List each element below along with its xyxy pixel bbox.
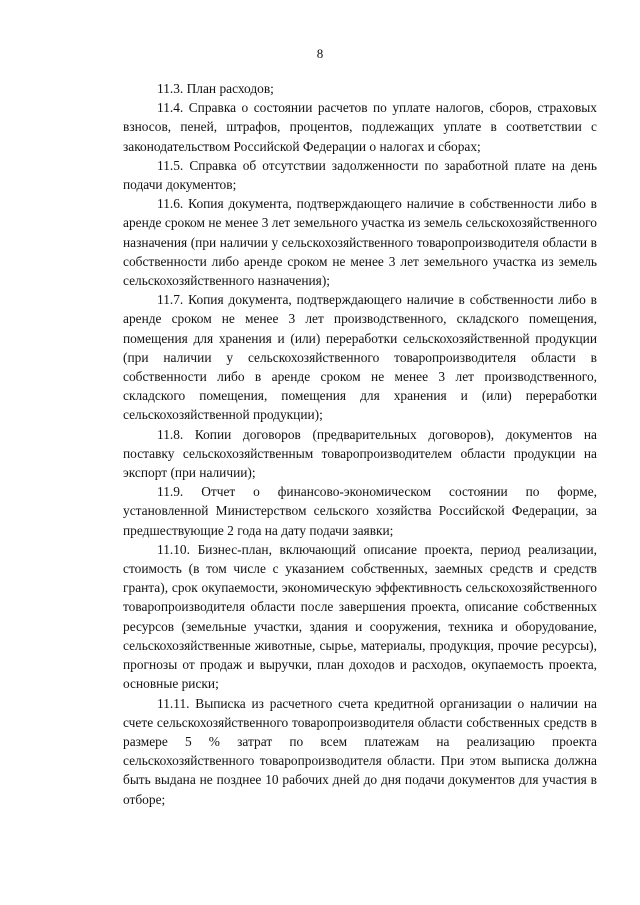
paragraph-11-10: 11.10. Бизнес-план, включающий описание проекта, период реализации, стоимость (в том числе с указанием собственных, заемных средств и средств гранта), срок окупаемости, экономическую эффективность сельскохозяйственного товаропроизводителя области после завершения проекта, описание собственных ресурсов (земельные участки, здания и сооружения, техника и оборудование, сельскохозяйственные животные, сырье, материалы, продукция, прочие ресурсы), прогнозы от продаж и выручки, план доходов и расходов, окупаемость проекта, основные риски; [123,541,597,692]
paragraph-11-11: 11.11. Выписка из расчетного счета кредитной организации о наличии на счете сельскохозяйственного товаропроизводителя области собственных средств в размере 5 % затрат по всем платежам на реализацию проекта сельскохозяйственного товаропроизводителя области. При этом выписка должна быть выдана не позднее 10 рабочих дней до дня подачи документов для участия в отборе; [123,695,597,807]
document-body [123,79,597,809]
page-number: 8 [316,46,324,61]
paragraph-11-8: 11.8. Копии договоров (предварительных договоров), документов на поставку сельскохозяйственным товаропроизводителем области продукции на экспорт (при наличии); [123,426,597,481]
paragraph-11-9: 11.9. Отчет о финансово-экономическом состоянии по форме, установленной Министерством сельского хозяйства Российской Федерации, за предшествующие 2 года на дату подачи заявки; [123,484,597,538]
paragraph-11-3: 11.3. План расходов; [157,81,274,96]
paragraph-11-6: 11.6. Копия документа, подтверждающего наличие в собственности либо в аренде сроком не менее 3 лет земельного участка из земель сельскохозяйственного назначения (при наличии у сельскохозяйственного товаропроизводителя области в собственности либо аренде сроком не менее 3 лет земельного участка из земель сельскохозяйственного назначения); [123,196,597,289]
paragraph-11-4: 11.4. Справка о состоянии расчетов по уплате налогов, сборов, страховых взносов, пеней, штрафов, процентов, подлежащих уплате в соответствии с законодательством Российской Федерации о налогах и сборах; [123,100,597,154]
paragraph-11-5: 11.5. Справка об отсутствии задолженности по заработной плате на день подачи документов; [123,157,597,193]
paragraph-11-7: 11.7. Копия документа, подтверждающего наличие в собственности либо в аренде сроком не менее 3 лет производственного, складского помещения, помещения для хранения и (или) переработки сельскохозяйственной продукции (при наличии у сельскохозяйственного товаропроизводителя области в собственности либо в аренде сроком не менее 3 лет производственного, складского помещения, помещения для хранения и (или) переработки сельскохозяйственной продукции); [123,292,597,423]
